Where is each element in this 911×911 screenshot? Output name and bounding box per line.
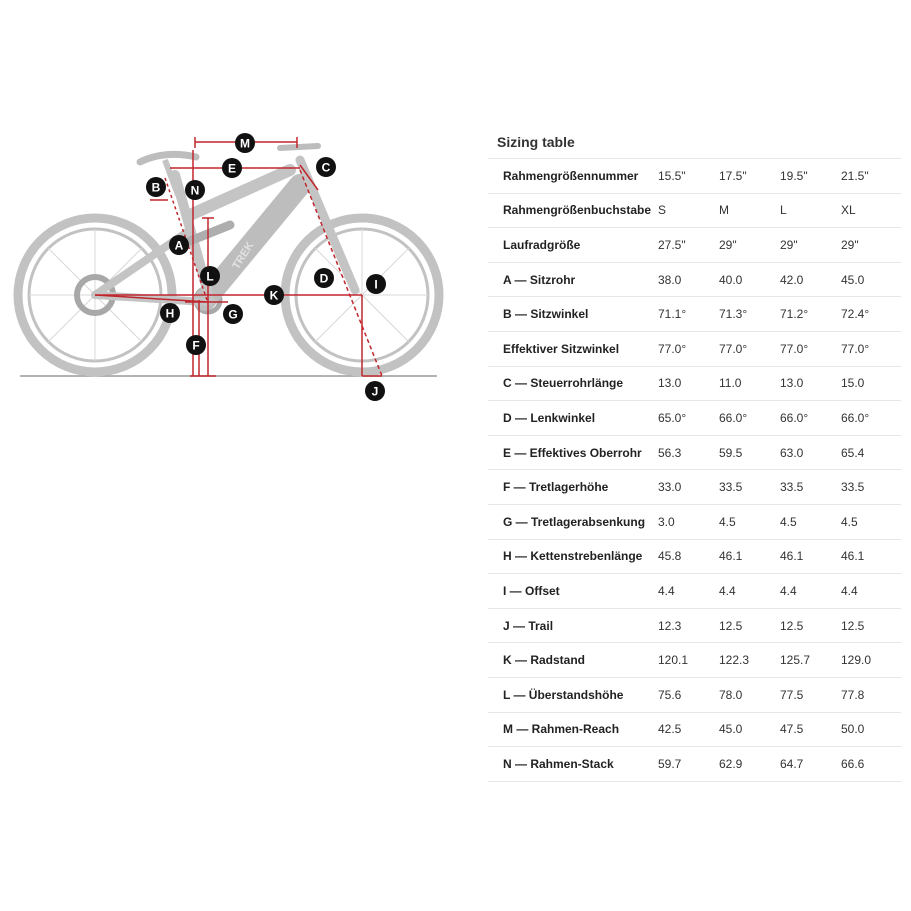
row-value: 33.5 <box>841 480 865 495</box>
row-label: M — Rahmen-Reach <box>503 722 620 737</box>
marker-g <box>223 304 243 324</box>
svg-text:F: F <box>192 338 200 353</box>
table-row <box>488 574 901 609</box>
sizing-table <box>488 130 901 782</box>
table-row <box>488 609 901 644</box>
marker-b <box>146 177 166 197</box>
row-value: 77.0° <box>658 341 687 356</box>
line-d <box>300 170 382 376</box>
row-label: A — Sitzrohr <box>503 272 576 287</box>
row-label: N — Rahmen-Stack <box>503 756 614 771</box>
row-value: 21.5" <box>841 168 869 183</box>
marker-h <box>160 303 180 323</box>
marker-f <box>186 335 206 355</box>
table-row <box>488 540 901 575</box>
row-value: 4.4 <box>719 583 736 598</box>
svg-text:B: B <box>151 180 161 195</box>
row-value: 12.5 <box>719 618 743 633</box>
handlebar <box>280 146 318 148</box>
row-value: 56.3 <box>658 445 682 460</box>
row-value: XL <box>841 203 856 218</box>
row-value: 4.4 <box>780 583 797 598</box>
svg-text:E: E <box>227 161 237 176</box>
sizing-table-title: Sizing table <box>488 130 901 159</box>
row-value: 59.7 <box>658 756 682 771</box>
row-value: 42.0 <box>780 272 804 287</box>
row-value: 12.5 <box>780 618 804 633</box>
row-value: 46.1 <box>719 549 743 564</box>
row-value: 75.6 <box>658 687 682 702</box>
marker-c <box>316 157 336 177</box>
row-value: 65.0° <box>658 410 687 425</box>
marker-i <box>366 274 386 294</box>
svg-text:H: H <box>165 306 175 321</box>
row-value: 4.4 <box>658 583 675 598</box>
brand-text: TREK <box>230 239 257 272</box>
row-value: 33.0 <box>658 480 682 495</box>
marker-d <box>314 268 334 288</box>
row-value: 59.5 <box>719 445 743 460</box>
row-label: B — Sitzwinkel <box>503 307 589 322</box>
row-value: 12.5 <box>841 618 865 633</box>
table-row <box>488 713 901 748</box>
row-value: 62.9 <box>719 756 743 771</box>
row-value: 29" <box>719 237 737 252</box>
row-value: 3.0 <box>658 514 675 529</box>
row-value: 122.3 <box>719 653 750 668</box>
row-value: 45.0 <box>841 272 865 287</box>
row-value: 42.5 <box>658 722 682 737</box>
bike-silhouette <box>18 146 439 372</box>
table-row <box>488 747 901 782</box>
table-row <box>488 436 901 471</box>
row-value: 12.3 <box>658 618 682 633</box>
table-row <box>488 678 901 713</box>
row-value: 66.0° <box>719 410 748 425</box>
row-value: 15.0 <box>841 376 865 391</box>
row-value: 46.1 <box>841 549 865 564</box>
row-value: 4.5 <box>780 514 797 529</box>
marker-m <box>235 133 255 153</box>
row-value: 40.0 <box>719 272 743 287</box>
marker-a <box>169 235 189 255</box>
row-label: Effektiver Sitzwinkel <box>503 341 620 356</box>
row-value: 77.0° <box>780 341 809 356</box>
row-label: K — Radstand <box>503 653 586 668</box>
row-value: 4.4 <box>841 583 858 598</box>
svg-text:L: L <box>206 269 214 284</box>
svg-text:K: K <box>269 288 279 303</box>
row-label: Laufradgröße <box>503 237 581 252</box>
row-value: 66.6 <box>841 756 865 771</box>
row-value: 4.5 <box>841 514 858 529</box>
row-value: 13.0 <box>658 376 682 391</box>
row-value: 47.5 <box>780 722 804 737</box>
marker-j <box>365 381 385 401</box>
row-label: J — Trail <box>503 618 554 633</box>
row-value: 27.5" <box>658 237 686 252</box>
row-value: 77.5 <box>780 687 804 702</box>
svg-text:D: D <box>319 271 329 286</box>
row-label: G — Tretlagerabsenkung <box>503 514 646 529</box>
row-value: 4.5 <box>719 514 736 529</box>
row-value: 33.5 <box>780 480 804 495</box>
row-value: 63.0 <box>780 445 804 460</box>
row-value: 71.3° <box>719 307 748 322</box>
row-value: 33.5 <box>719 480 743 495</box>
row-value: L <box>780 203 787 218</box>
row-value: 15.5" <box>658 168 686 183</box>
row-value: 45.0 <box>719 722 743 737</box>
table-row <box>488 297 901 332</box>
row-value: 77.0° <box>841 341 870 356</box>
table-row <box>488 643 901 678</box>
sizing-table-rows <box>488 159 901 782</box>
row-value: 45.8 <box>658 549 682 564</box>
table-row <box>488 159 901 194</box>
row-label: Rahmengrößennummer <box>503 168 639 183</box>
row-value: 125.7 <box>780 653 811 668</box>
marker-n <box>185 180 205 200</box>
row-value: 77.0° <box>719 341 748 356</box>
table-row <box>488 505 901 540</box>
row-value: 66.0° <box>780 410 809 425</box>
svg-text:A: A <box>174 238 184 253</box>
table-row <box>488 332 901 367</box>
row-value: 66.0° <box>841 410 870 425</box>
svg-text:I: I <box>374 277 378 292</box>
row-value: 72.4° <box>841 307 870 322</box>
row-value: 129.0 <box>841 653 872 668</box>
row-value: 78.0 <box>719 687 743 702</box>
bike-geometry-diagram <box>0 0 480 420</box>
row-value: M <box>719 203 729 218</box>
row-value: 77.8 <box>841 687 865 702</box>
row-label: F — Tretlagerhöhe <box>503 480 609 495</box>
row-value: 71.2° <box>780 307 809 322</box>
row-value: 120.1 <box>658 653 689 668</box>
row-label: L — Überstandshöhe <box>503 687 624 702</box>
svg-text:G: G <box>228 307 238 322</box>
svg-text:J: J <box>371 384 379 399</box>
row-value: 50.0 <box>841 722 865 737</box>
row-value: 64.7 <box>780 756 804 771</box>
marker-l <box>200 266 220 286</box>
row-label: I — Offset <box>503 583 560 598</box>
table-row <box>488 367 901 402</box>
svg-text:M: M <box>240 136 250 151</box>
table-row <box>488 228 901 263</box>
marker-k <box>264 285 284 305</box>
row-value: 46.1 <box>780 549 804 564</box>
row-value: 71.1° <box>658 307 687 322</box>
row-value: 38.0 <box>658 272 682 287</box>
row-label: Rahmengrößenbuchstabe <box>503 203 652 218</box>
svg-text:C: C <box>321 160 331 175</box>
row-label: D — Lenkwinkel <box>503 410 596 425</box>
row-label: E — Effektives Oberrohr <box>503 445 642 460</box>
row-value: 11.0 <box>719 376 742 391</box>
row-value: 19.5" <box>780 168 808 183</box>
svg-text:N: N <box>190 183 200 198</box>
row-value: 29" <box>841 237 859 252</box>
row-value: S <box>658 203 667 218</box>
row-value: 29" <box>780 237 798 252</box>
row-value: 13.0 <box>780 376 804 391</box>
table-row <box>488 401 901 436</box>
table-row <box>488 194 901 229</box>
row-label: H — Kettenstrebenlänge <box>503 549 643 564</box>
row-value: 17.5" <box>719 168 747 183</box>
table-row <box>488 263 901 298</box>
row-label: C — Steuerrohrlänge <box>503 376 624 391</box>
row-value: 65.4 <box>841 445 865 460</box>
marker-e <box>222 158 242 178</box>
table-row <box>488 470 901 505</box>
